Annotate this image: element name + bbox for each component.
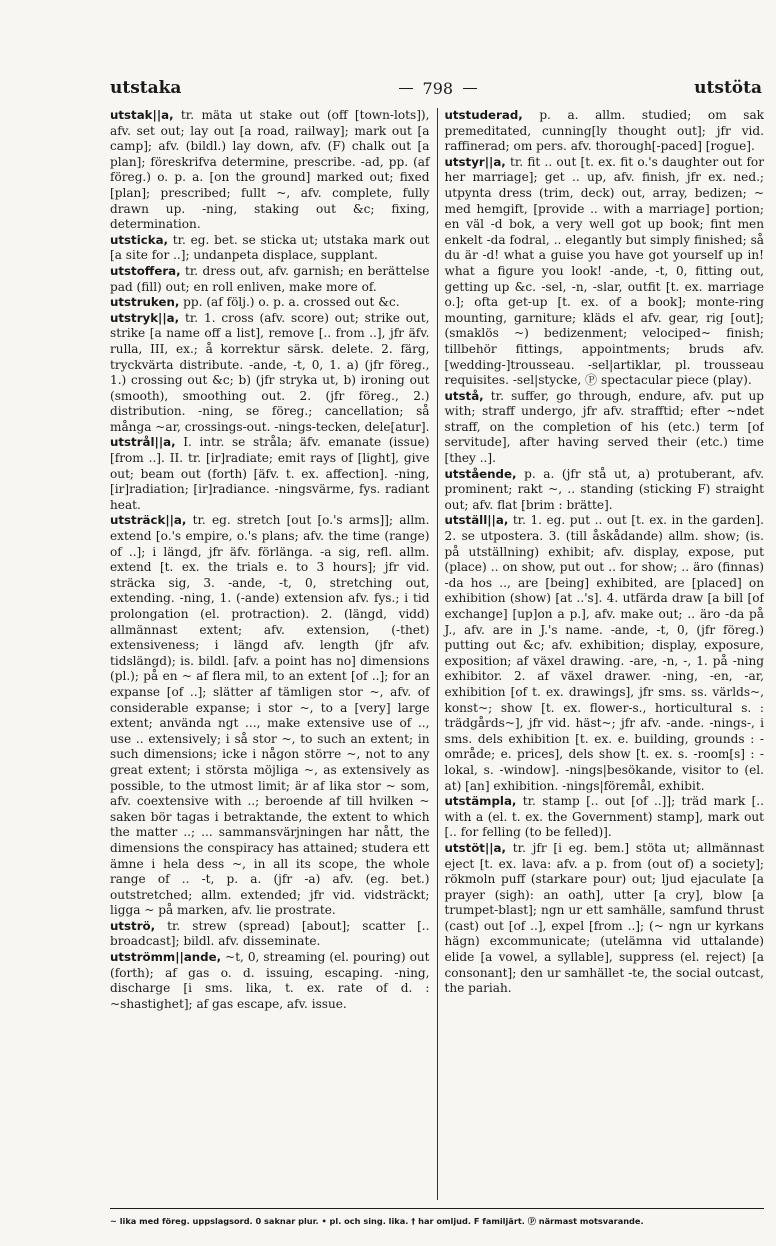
entry-definition: tr. eg. bet. se sticka ut; utstaka mark out [a site for ..]; undanpeta displace, supplant. (110, 232, 430, 263)
page-number: 798 (422, 78, 454, 98)
dictionary-columns (110, 108, 764, 1200)
entry-headword: utställ||a, (444, 513, 509, 528)
left-column (110, 108, 437, 1200)
entry-headword: utströmm||ande, (110, 950, 222, 965)
entry-definition: tr. suffer, go through, endure, afv. put up with; straff undergo, jfr afv. strafftid; efter ~ndet straff, on the completion of his (etc.) term [of servitude], after having served their (etc.) time [they ..]. (444, 388, 764, 466)
entry-headword: utstak||a, (110, 108, 174, 122)
dictionary-entry (110, 295, 430, 311)
dictionary-entry (110, 950, 430, 1012)
dictionary-entry (445, 841, 765, 997)
entry-definition: tr. 1. eg. put .. out [t. ex. in the garden]. 2. se utpostera. 3. (till åskådande) allm. show; (is. på utställning) exhibit; afv. display, expose, put (place) .. on show, put out .. for show; .. äro (finnas) -da hos .., are [being] exhibited, are [placed] on exhibition (show) [at ..'s]. 4. utfärda draw [a bill [of exchange] [up]on a p.], afv. make out; .. äro -da på J., afv. are in J.'s name. -ande, -t, 0, (jfr föreg.) putting out &c; afv. exhibition; display, exposure, exposition; af växel drawing. -are, -n, -, 1. på -ning exhibitor. 2. af växel drawer. -ning, -en, -ar, exhibition [of t. ex. drawings], jfr sms. ss. världs~, konst~; show [t. ex. flower-s., horticultural s. : trädgårds~], jfr vid. häst~; jfr afv. -ande. -nings-, i sms. dels exhibition [t. ex. e. building, grounds : -område; e. prices], dels show [t. ex. s. -room[s] : -lokal, s. -window]. -nings|besökande, visitor to (el. at) [an] exhibition. -nings|föremål, exhibit. (444, 513, 764, 793)
entry-definition: tr. fit .. out [t. ex. fit o.'s daughter out for her marriage]; get .. up, afv. finish, jfr ex. ned.; utpynta dress (trim, deck) out, array, bedizen; ~ med hemgift, [provide .. with a marriage] portion; en väl -d bok, a very well got up book; fint men enkelt -da fodral, .. elegantly but simply finished; så du är -d! what a guise you have got yourself up in! what a figure you look! -ande, -t, 0, fitting out, getting up &c. -sel, -n, -slar, outfit [t. ex. marriage o.]; ofta get-up [t. ex. of a book]; monte-ring mounting, garniture; kläds el afv. gear, rig [out]; (smaklös ~) bedizenment; velociped~ finish; tillbehör fittings, appointments; bruds afv. [wedding-]trousseau. -sel|artiklar, pl. trousseau requisites. -sel|stycke, Ⓟ spectacular piece (play). (444, 154, 764, 388)
dash-left-decoration (399, 88, 413, 89)
page-header (110, 74, 762, 102)
dictionary-entry (445, 467, 765, 514)
entry-headword: utstrål||a, (110, 435, 176, 450)
entry-headword: utstryk||a, (110, 310, 180, 325)
entry-headword: utstående, (444, 466, 517, 481)
entry-definition: tr. strew (spread) [about]; scatter [.. broadcast]; bildl. afv. disseminate. (110, 918, 430, 949)
dictionary-entry (110, 264, 430, 295)
abbreviation-legend: ~ lika med föreg. uppslagsord. 0 saknar plur. • pl. och sing. lika. † har omljud. F familjärt. Ⓟ närmast motsvarande. (110, 1208, 764, 1233)
entry-definition: tr. eg. stretch [out [o.'s arms]]; allm. extend [o.'s empire, o.'s plans; afv. the time (range) of ..]; i längd, jfr äfv. förlänga. -a sig, refl. allm. extend [t. ex. the trials e. to 3 hours]; jfr vid. sträcka sig, 3. -ande, -t, 0, stretching out, extending. -ning, 1. (-ande) extension afv. fys.; i tid prolongation (el. protraction). 2. (längd, vidd) allmännast extent; afv. extension, (-thet) extensiveness; i längd afv. length (jfr afv. tidslängd); is. bildl. [afv. a point has no] dimensions (pl.); på en ~ af flera mil, to an extent [of ..]; for an expanse [of ..]; slätter af tämligen stor ~, afv. of considerable expanse; i stor ~, to a [very] large extent; använda ngt ..., make extensive use of .., use .. extensively; i så stor ~, to such an extent; in such dimensions; icke i någon större ~, not to any great extent; i största möjliga ~, as extensively as possible, to the utmost limit; är af lika stor ~ som, afv. coextensive with ..; beroende af till hvilken ~ saken bör tagas i betraktande, the extent to which the matter ..; ... sammansvärjningen har nått, the dimensions the conspiracy has attained; studera ett ämne i hela dess ~, in all its scope, the whole range of .. -t, p. a. (jfr -a) afv. (eg. bet.) outstretched; allm. extended; jfr vid. vidsträckt; ligga ~ på marken, afv. lie prostrate. (110, 513, 430, 918)
dictionary-entry (110, 311, 430, 436)
entry-definition: p. a. allm. studied; om sak premeditated, cunning[ly thought out]; jfr vid. raffinerad; om pers. afv. thorough[-paced] [rogue]. (444, 108, 764, 154)
entry-headword: utströ, (110, 918, 156, 933)
entry-definition: tr. 1. cross (afv. score) out; strike out, strike [a name off a list], remove [.. from ..], jfr äfv. rulla, III, ex.; å korrektur särsk. delete. 2. färg, tryckvärta distribute. -ande, -t, 0, 1. a) (jfr föreg., 1.) crossing out &c; b) (jfr stryka ut, b) ironing out (smooth), smoothing out. 2. (jfr föreg., 2.) distribution. -ning, se föreg.; cancellation; så många ~ar, crossings-out. -nings-tecken, dele[atur]. (110, 310, 430, 434)
dictionary-entry (110, 233, 430, 264)
dictionary-entry (110, 435, 430, 513)
dictionary-entry (110, 919, 430, 950)
right-column (437, 108, 765, 1200)
dictionary-entry (445, 108, 765, 155)
dictionary-entry (110, 513, 430, 918)
entry-headword: utsträck||a, (110, 513, 187, 528)
page-number-group (399, 79, 478, 98)
entry-headword: utstruken, (110, 295, 180, 310)
entry-definition: pp. (af följ.) o. p. a. crossed out &c. (179, 295, 400, 310)
entry-definition: tr. mäta ut stake out (off [town-lots]), afv. set out; lay out [a road, railway]; mark out [a camp]; afv. (bildl.) lay down, afv. (F) chalk out [a plan]; föreskrifva determine, prescribe. -ad, pp. (af föreg.) o. p. a. [on the ground] marked out; fixed [plan]; prescribed; fullt ~, afv. complete, fully drawn up. -ning, staking out &c; fixing, determination. (110, 108, 430, 232)
entry-definition: I. intr. se stråla; äfv. emanate (issue) [from ..]. II. tr. [ir]radiate; emit rays of [light], give out; beam out (forth) [äfv. t. ex. affection]. -ning, [ir]radiation; [ir]radiance. -ningsvärme, fys. radiant heat. (110, 435, 430, 512)
entry-definition: tr. stamp [.. out [of ..]]; träd mark [.. with a (el. t. ex. the Government) stamp], mark out [.. for felling (to be felled)]. (444, 794, 764, 840)
dictionary-entry (110, 108, 430, 233)
entry-headword: utstöt||a, (444, 840, 507, 855)
dash-right-decoration (463, 88, 477, 89)
dictionary-entry (445, 155, 765, 389)
entry-definition: tr. jfr [i eg. bem.] stöta ut; allmännast eject [t. ex. lava: afv. a p. from (out of) a society]; rökmoln puff (starkare pour) out; ljud ejaculate [a prayer (sigh): an oath], utter [a cry], blow [a trumpet-blast]; ngn ur ett samhälle, samfund thrust (cast) out [of ..], expel [from ..]; (~ ngn ur kyrkans hägn) excommunicate; (utelämna vid uttalande) elide [a vowel, a syllable], suppress (el. reject) [a consonant]; den ur samhället -te, the social outcast, the pariah. (444, 840, 764, 996)
dictionary-entry (445, 794, 765, 841)
header-right-word: utstöta (694, 78, 762, 98)
header-left-word: utstaka (110, 78, 182, 98)
entry-headword: utstuderad, (444, 108, 523, 122)
entry-headword: utstoffera, (110, 263, 181, 278)
entry-headword: utstå, (444, 388, 484, 403)
entry-headword: utstyr||a, (444, 154, 506, 169)
entry-definition: tr. dress out, afv. garnish; en berättelse pad (fill) out; en roll enliven, make more of. (110, 263, 430, 294)
entry-definition: ~t, 0, streaming (el. pouring) out (forth); af gas o. d. issuing, escaping. -ning, discharge [i sms. lika, t. ex. rate of d. : ~shastighet]; af gas escape, afv. issue. (110, 950, 430, 1011)
entry-headword: utstämpla, (444, 794, 517, 809)
entry-definition: p. a. (jfr stå ut, a) protuberant, afv. prominent; rakt ~, .. standing (sticking F) straight out; afv. flat [brim : brätte]. (444, 466, 764, 512)
entry-headword: utsticka, (110, 232, 169, 247)
dictionary-entry (445, 389, 765, 467)
dictionary-entry (445, 513, 765, 794)
